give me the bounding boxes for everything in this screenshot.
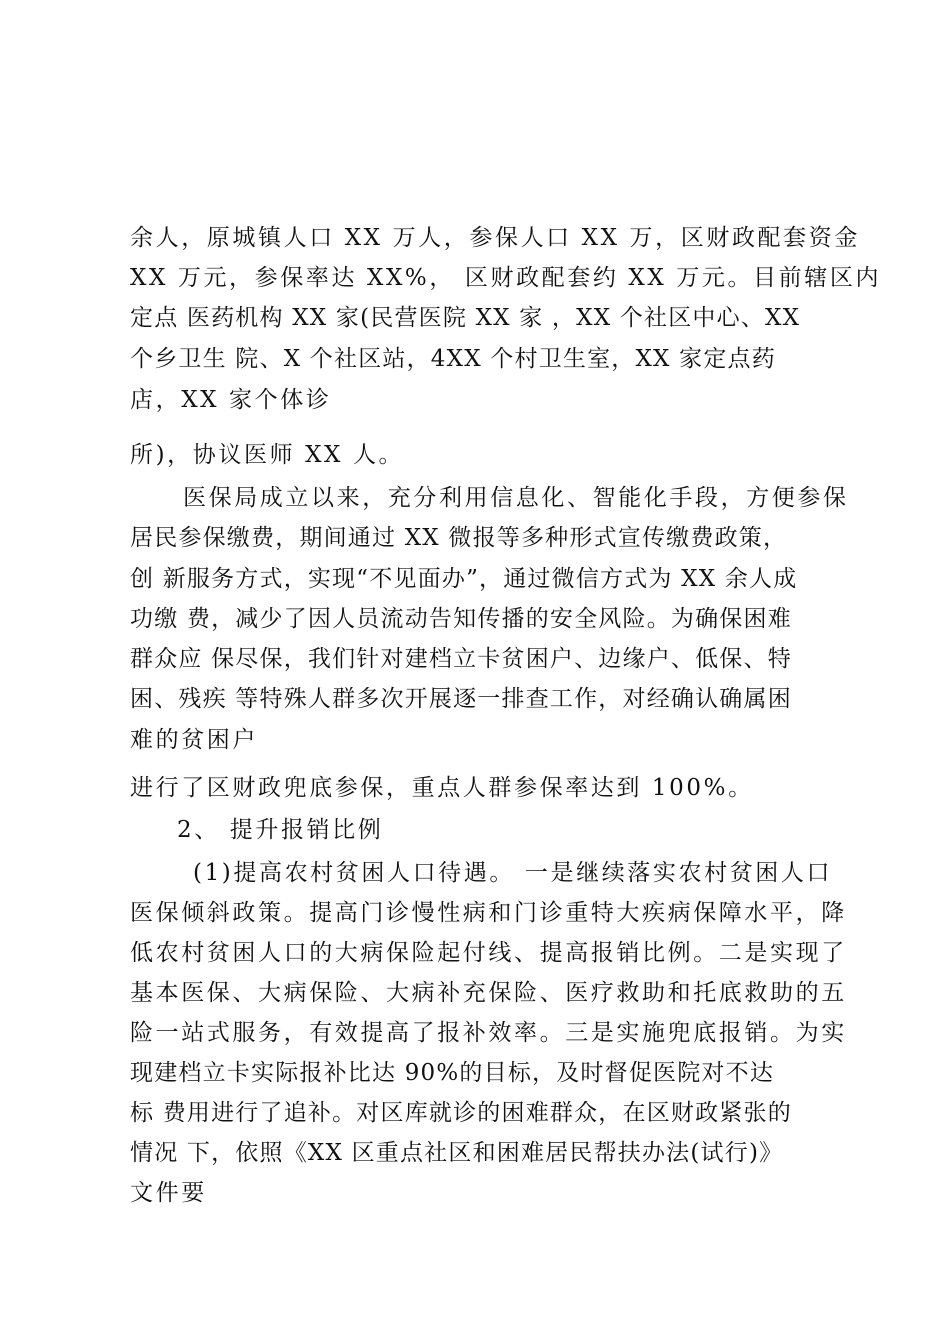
text-line: 居民参保缴费，期间通过 XX 微报等多种形式宣传缴费政策， [130,525,788,551]
text-line: 现建档立卡实际报补比达 90%的目标，及时督促医院对不达 [130,1060,775,1086]
section-heading: 2、 提升报销比例 [177,817,384,843]
text-line: 标 费用进行了追补。对区库就诊的困难群众，在区财政紧张的 [130,1100,792,1126]
text-line: 难的贫困户 [130,727,258,753]
text-line: 所)，协议医师 XX 人。 [130,442,405,468]
text-line: 群众应 保尽保，我们针对建档立卡贫困户、边缘户、低保、特 [130,646,792,672]
text-line: XX 万元，参保率达 XX%， 区财政配套约 XX 万元。目前辖区内 [130,265,882,291]
text-line: 险一站式服务，有效提高了报补效率。三是实施兜底报销。为实 [130,1020,847,1046]
text-line: 店，XX 家个体诊 [130,387,332,413]
text-line: 低农村贫困人口的大病保险起付线、提高报销比例。二是实现了 [130,940,847,966]
text-line: 基本医保、大病保险、大病补充保险、医疗救助和托底救助的五 [130,980,847,1006]
text-line: 余人，原城镇人口 XX 万人，参保人口 XX 万，区财政配套资金 [130,225,860,251]
text-line: 创 新服务方式，实现“不见面办”，通过微信方式为 XX 余人成 [130,566,798,592]
text-line: 功缴 费，减少了因人员流动告知传播的安全风险。为确保困难 [130,606,792,632]
text-line: 定点 医药机构 XX 家(民营医院 XX 家 ，XX 个社区中心、XX [130,305,801,331]
text-line: 医保倾斜政策。提高门诊慢性病和门诊重特大疾病保障水平，降 [130,900,847,926]
text-line: 困、残疾 等特殊人群多次开展逐一排查工作，对经确认确属困 [130,686,792,712]
paragraph-first-line: (1)提高农村贫困人口待遇。 一是继续落实农村贫困人口 [193,860,833,886]
text-line: 情况 下，依照《XX 区重点社区和困难居民帮扶办法(试行)》 [130,1140,784,1166]
text-line: 文件要 [130,1180,207,1206]
text-line: 进行了区财政兜底参保，重点人群参保率达到 100%。 [130,775,754,801]
text-line: 个乡卫生 院、X 个社区站，4XX 个村卫生室，XX 家定点药 [130,346,776,372]
paragraph-first-line: 医保局成立以来，充分利用信息化、智能化手段，方便参保 [183,485,849,511]
